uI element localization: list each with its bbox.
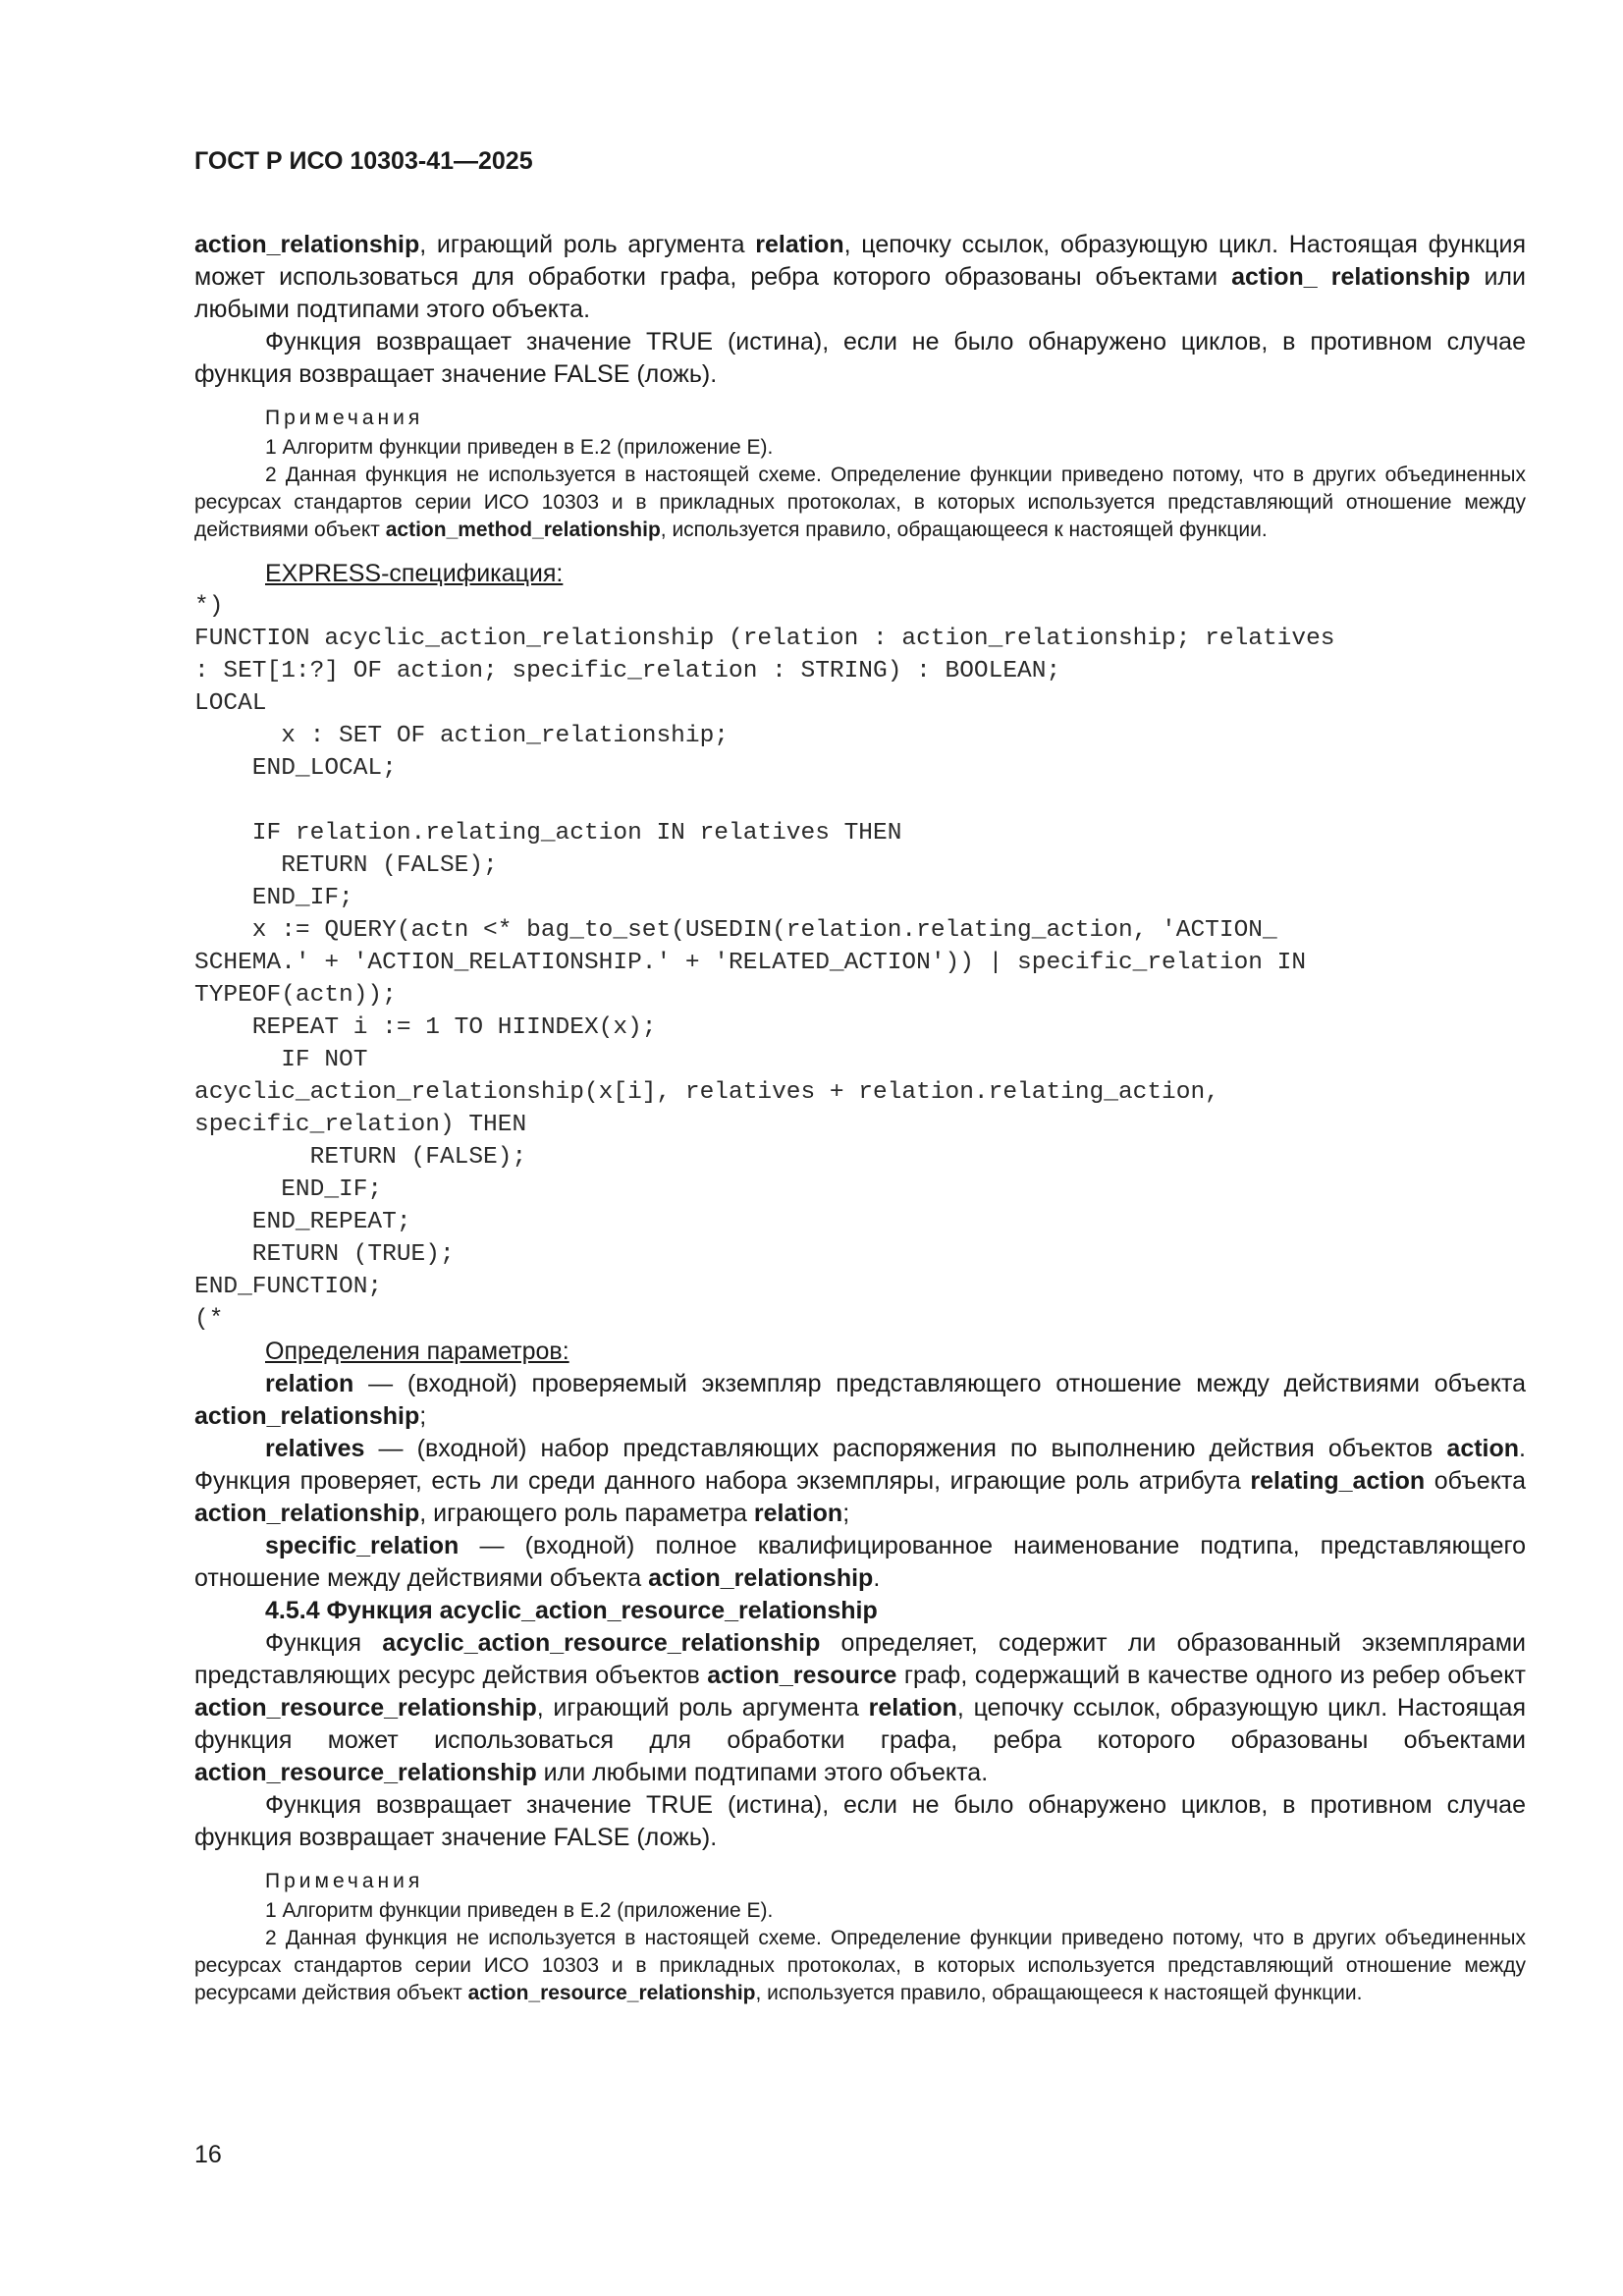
param-relation: relation — (входной) проверяемый экземпляр представляющего отношение между действиями объекта action_relationship; xyxy=(194,1370,1526,1430)
paragraph-intro: action_relationship, играющий роль аргумента relation, цепочку ссылок, образующую цикл. Настоящая функция может использоваться для обработки графа, ребра которого образованы объектами action_ relationship или любыми подтипами этого объекта. xyxy=(194,231,1526,323)
document-page xyxy=(194,147,1526,2007)
params-label: Определения параметров: xyxy=(265,1338,569,1365)
note-2: 2 Данная функция не используется в настоящей схеме. Определение функции приведено потому, что в других объединенных ресурсах стандартов серии ИСО 10303 и в прикладных протоколах, в которых используется представляющий отношение между действиями объект action_method_relationship, используется правило, обращающееся к настоящей функции. xyxy=(194,464,1526,541)
note-1: 1 Алгоритм функции приведен в Е.2 (приложение Е). xyxy=(265,436,774,459)
param-relatives: relatives — (входной) набор представляющих распоряжения по выполнению действия объектов action. Функция проверяет, есть ли среди данного набора экземпляры, играющие роль атрибута relating_action объекта action_relationship, играющего роль параметра relation; xyxy=(194,1435,1526,1527)
paragraph-return-value: Функция возвращает значение TRUE (истина), если не было обнаружено циклов, в противном случае функция возвращает значение FALSE (ложь). xyxy=(194,328,1526,388)
param-specific-relation: specific_relation — (входной) полное квалифицированное наименование подтипа, представляющего отношение между действиями объекта action_relationship. xyxy=(194,1532,1526,1592)
express-spec-label: EXPRESS-спецификация: xyxy=(265,560,564,587)
paragraph-section-intro: Функция acyclic_action_resource_relationship определяет, содержит ли образованный экземплярами представляющих ресурс действия объектов action_resource граф, содержащий в качестве одного из ребер объект action_resource_relationship, играющий роль аргумента relation, цепочку ссылок, образующую цикл. Настоящая функция может использоваться для обработки графа, ребра которого образованы объектами action_resource_relationship или любыми подтипами этого объекта. xyxy=(194,1629,1526,1786)
document-header: ГОСТ Р ИСО 10303-41—2025 xyxy=(194,147,533,175)
note-2-2: 2 Данная функция не используется в настоящей схеме. Определение функции приведено потому, что в других объединенных ресурсах стандартов серии ИСО 10303 и в прикладных протоколах, в которых используется представляющий отношение между ресурсами действия объект action_resource_relationship, используется правило, обращающееся к настоящей функции. xyxy=(194,1927,1526,2004)
notes-heading-2: Примечания xyxy=(265,1870,424,1892)
note-2-1: 1 Алгоритм функции приведен в Е.2 (приложение Е). xyxy=(265,1899,774,1922)
page-number: 16 xyxy=(194,2141,222,2168)
section-heading: 4.5.4 Функция acyclic_action_resource_relationship xyxy=(265,1597,878,1624)
paragraph-return-value-2: Функция возвращает значение TRUE (истина), если не было обнаружено циклов, в противном случае функция возвращает значение FALSE (ложь). xyxy=(194,1791,1526,1851)
notes-heading: Примечания xyxy=(265,407,424,429)
express-code: *) FUNCTION acyclic_action_relationship (relation : action_relationship; relatives : SET[1:?] OF action; specific_relation : STRING) : BOOLEAN; LOCAL x : SET OF action_relationship; END_LOCAL; IF relation.relating_action IN relatives THEN RETURN (FALSE); END_IF; x := QUERY(actn <* bag_to_set(USEDIN(relation.relating_action, 'ACTION_ SCHEMA.' + 'ACTION_RELATIONSHIP.' + 'RELATED_ACTION')) | specific_relation IN TYPEOF(actn)); REPEAT i := 1 TO HIINDEX(x); IF NOT acyclic_action_relationship(x[i], relatives + relation.relating_action, specific_relation) THEN RETURN (FALSE); END_IF; END_REPEAT; RETURN (TRUE); END_FUNCTION; (* xyxy=(194,593,1335,1333)
